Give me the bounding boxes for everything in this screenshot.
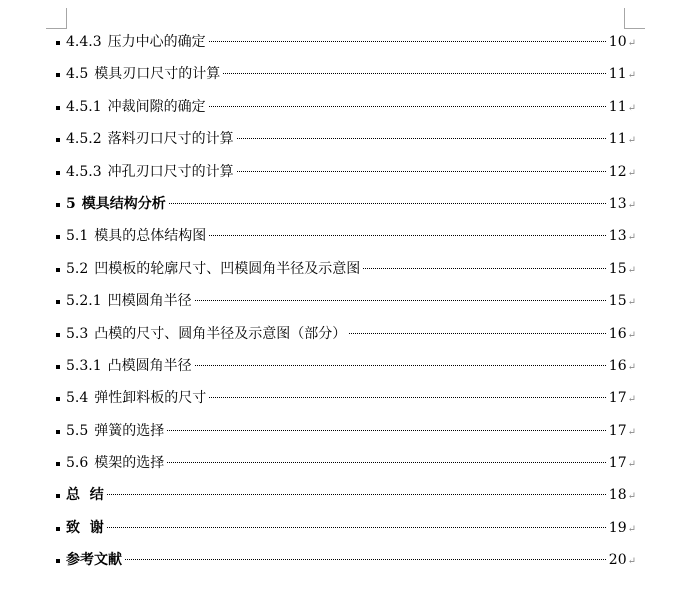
bullet-icon (56, 41, 60, 45)
toc-entry-number: 4.5.2 (66, 131, 102, 148)
toc-entry-page: 10 (608, 34, 627, 50)
paragraph-mark-icon: ↵ (627, 523, 636, 535)
paragraph-mark-icon: ↵ (627, 38, 636, 49)
toc-entry-title: 模具的总体结构图 (94, 228, 207, 245)
page-corner-mark-top-left (46, 8, 67, 29)
dot-leader (237, 171, 606, 172)
toc-entry-title: 模架的选择 (94, 455, 165, 472)
toc-entry[interactable] (56, 386, 636, 418)
toc-entry-page: 16 (608, 357, 627, 374)
dot-leader (223, 73, 606, 74)
bullet-icon (56, 527, 60, 531)
toc-entry-title: 落料刃口尺寸的计算 (107, 131, 234, 148)
page-corner-mark-top-right (624, 8, 645, 29)
toc-entry-page: 11 (608, 66, 627, 83)
dot-leader (209, 235, 606, 236)
toc-entry-number: 4.5 (66, 66, 89, 83)
toc-entry-number: 5.6 (66, 455, 89, 472)
toc-entry[interactable] (56, 257, 636, 289)
toc-entry-page: 16 (608, 325, 627, 342)
bullet-icon (56, 73, 60, 77)
bullet-icon (56, 235, 60, 239)
bullet-icon (56, 559, 60, 563)
toc-entry-title: 凸模的尺寸、圆角半径及示意图（部分） (94, 325, 347, 342)
toc-entry-number: 5.3.1 (66, 357, 102, 374)
dot-leader (363, 268, 606, 269)
toc-entry[interactable] (56, 62, 636, 94)
toc-entry-page: 18 (608, 487, 627, 504)
toc-entry-title: 总 结 (66, 487, 104, 504)
dot-leader (125, 559, 606, 560)
toc-entry[interactable] (56, 483, 636, 515)
toc-entry[interactable] (56, 516, 636, 548)
toc-entry-page: 17 (608, 422, 627, 439)
paragraph-mark-icon: ↵ (627, 459, 636, 471)
bullet-icon (56, 106, 60, 110)
toc-entry[interactable] (56, 192, 636, 224)
toc-entry-title: 参考文献 (66, 552, 122, 569)
bullet-icon (56, 494, 60, 498)
toc-entry-page: 15 (608, 293, 627, 310)
toc-entry-title: 弹簧的选择 (94, 422, 165, 439)
toc-entry-title: 弹性卸料板的尺寸 (94, 390, 207, 407)
toc-entry[interactable] (56, 30, 636, 62)
dot-leader (167, 430, 606, 431)
bullet-icon (56, 268, 60, 272)
bullet-icon (56, 203, 60, 207)
toc-entry-number: 5.5 (66, 422, 89, 439)
toc-entry-number: 5.3 (66, 325, 89, 342)
paragraph-mark-icon: ↵ (627, 297, 636, 309)
dot-leader (209, 106, 606, 107)
paragraph-mark-icon: ↵ (627, 426, 636, 438)
toc-entry-title: 模具结构分析 (81, 195, 166, 212)
dot-leader (195, 365, 606, 366)
paragraph-mark-icon: ↵ (627, 199, 636, 211)
toc-entry-page: 13 (608, 228, 627, 245)
paragraph-mark-icon: ↵ (627, 264, 636, 276)
toc-entry-title: 模具刃口尺寸的计算 (94, 66, 221, 83)
dot-leader (195, 300, 606, 301)
paragraph-mark-icon: ↵ (627, 102, 636, 114)
bullet-icon (56, 300, 60, 304)
toc-entry-number: 5 (66, 195, 76, 212)
table-of-contents (56, 30, 636, 581)
toc-entry-page: 15 (608, 260, 627, 277)
dot-leader (167, 462, 606, 463)
toc-entry[interactable] (56, 289, 636, 321)
toc-entry-title: 冲孔刃口尺寸的计算 (107, 163, 234, 180)
toc-entry-page: 11 (608, 98, 627, 115)
toc-entry-title: 压力中心的确定 (107, 34, 206, 50)
paragraph-mark-icon: ↵ (627, 491, 636, 503)
dot-leader (209, 397, 606, 398)
paragraph-mark-icon: ↵ (627, 361, 636, 373)
toc-entry[interactable] (56, 224, 636, 256)
toc-entry[interactable] (56, 322, 636, 354)
toc-entry-page: 20 (608, 552, 627, 569)
bullet-icon (56, 397, 60, 401)
paragraph-mark-icon: ↵ (627, 329, 636, 341)
bullet-icon (56, 138, 60, 142)
toc-entry-page: 13 (608, 195, 627, 212)
toc-entry-page: 12 (608, 163, 627, 180)
toc-entry-title: 凹模圆角半径 (107, 293, 192, 310)
toc-entry-page: 19 (608, 519, 627, 536)
toc-entry[interactable] (56, 419, 636, 451)
toc-entry-number: 5.1 (66, 228, 89, 245)
paragraph-mark-icon: ↵ (627, 167, 636, 179)
toc-entry-page: 17 (608, 390, 627, 407)
paragraph-mark-icon: ↵ (627, 556, 636, 568)
toc-entry-number: 4.5.3 (66, 163, 102, 180)
bullet-icon (56, 430, 60, 434)
toc-entry-page: 11 (608, 131, 627, 148)
paragraph-mark-icon: ↵ (627, 135, 636, 147)
toc-entry[interactable] (56, 127, 636, 159)
toc-entry[interactable] (56, 354, 636, 386)
toc-entry-page: 17 (608, 455, 627, 472)
toc-entry-number: 4.5.1 (66, 98, 102, 115)
toc-entry-number: 5.2.1 (66, 293, 102, 310)
paragraph-mark-icon: ↵ (627, 394, 636, 406)
bullet-icon (56, 462, 60, 466)
dot-leader (349, 333, 606, 334)
toc-entry[interactable] (56, 548, 636, 580)
toc-entry-number: 5.2 (66, 260, 89, 277)
dot-leader (209, 41, 606, 42)
dot-leader (107, 527, 606, 528)
toc-entry-title: 致 谢 (66, 519, 104, 536)
toc-entry-title: 冲裁间隙的确定 (107, 98, 206, 115)
dot-leader (107, 494, 606, 495)
toc-entry-number: 5.4 (66, 390, 89, 407)
toc-entry[interactable] (56, 95, 636, 127)
toc-entry[interactable] (56, 451, 636, 483)
dot-leader (169, 203, 606, 204)
toc-entry[interactable] (56, 160, 636, 192)
toc-entry-title: 凹模板的轮廓尺寸、凹模圆角半径及示意图 (94, 260, 361, 277)
paragraph-mark-icon: ↵ (627, 232, 636, 244)
toc-entry-title: 凸模圆角半径 (107, 357, 192, 374)
toc-entry-number: 4.4.3 (66, 34, 102, 50)
bullet-icon (56, 333, 60, 337)
bullet-icon (56, 171, 60, 175)
bullet-icon (56, 365, 60, 369)
paragraph-mark-icon: ↵ (627, 70, 636, 82)
dot-leader (237, 138, 606, 139)
